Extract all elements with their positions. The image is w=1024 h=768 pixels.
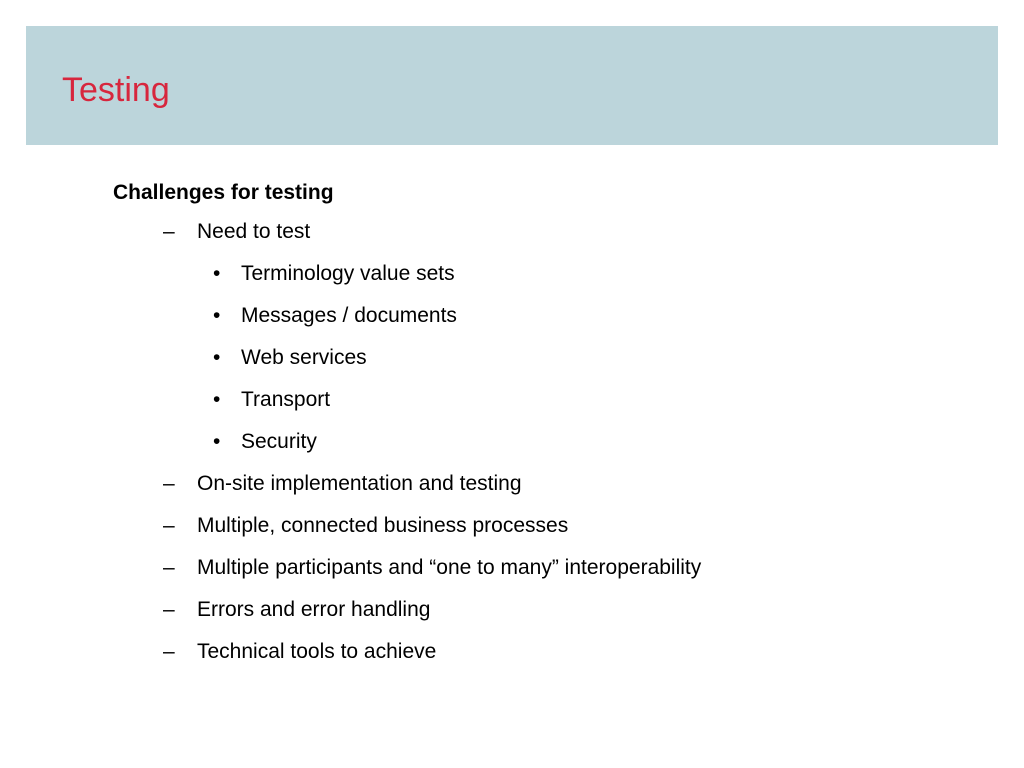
slide-content	[113, 177, 913, 665]
list-item-label: Errors and error handling	[197, 598, 431, 621]
list-item	[163, 219, 717, 245]
list-item	[163, 513, 717, 539]
dash-marker: –	[163, 514, 175, 537]
list-item	[163, 639, 717, 665]
bullet-marker: •	[213, 388, 221, 411]
sub-list-item	[213, 345, 913, 371]
bullet-marker: •	[213, 346, 221, 369]
list-item-label: Technical tools to achieve	[197, 640, 437, 663]
slide-title: Testing	[62, 71, 170, 109]
bullet-marker: •	[213, 262, 221, 285]
sub-list-item-label: Security	[241, 430, 317, 453]
list-item-label: Need to test	[197, 220, 311, 243]
dash-marker: –	[163, 598, 175, 621]
list-item	[163, 555, 717, 581]
sub-list-item-label: Transport	[241, 388, 331, 411]
sub-list-item	[213, 303, 913, 329]
list-item-label: Multiple participants and “one to many” interoperability	[197, 556, 702, 579]
list-item	[163, 471, 717, 497]
sub-list-item	[213, 429, 913, 455]
title-bar	[26, 26, 998, 145]
list-item-label: Multiple, connected business processes	[197, 514, 569, 537]
bullet-marker: •	[213, 304, 221, 327]
sub-list-item	[213, 261, 913, 287]
dash-marker: –	[163, 556, 175, 579]
content-heading: Challenges for testing	[113, 181, 334, 204]
sub-list-item	[213, 387, 913, 413]
bullet-marker: •	[213, 430, 221, 453]
dash-marker: –	[163, 220, 175, 243]
dash-marker: –	[163, 640, 175, 663]
dash-marker: –	[163, 472, 175, 495]
sub-list-item-label: Web services	[241, 346, 367, 369]
sub-list-item-label: Messages / documents	[241, 304, 457, 327]
sub-list-item-label: Terminology value sets	[241, 262, 455, 285]
list-item-label: On-site implementation and testing	[197, 472, 522, 495]
list-item	[163, 597, 717, 623]
